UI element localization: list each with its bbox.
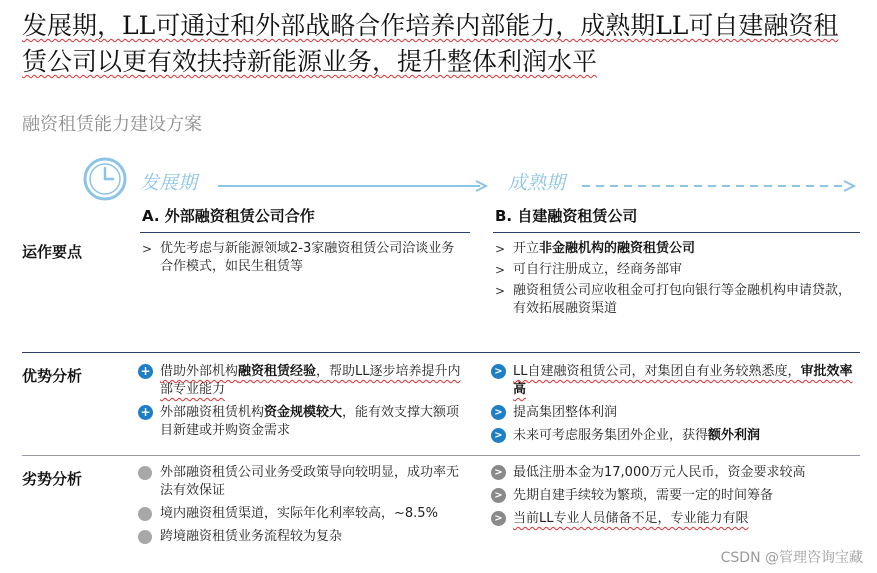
row-label-advantages: 优势分析: [22, 367, 83, 385]
row-divider: [22, 352, 860, 353]
phase-development-label: 发展期: [140, 172, 198, 194]
page-title: 发展期，LL可通过和外部战略合作培养内部能力，成熟期LL可自建融资租赁公司以更有效扶持新能源业务，提升整体利润水平: [22, 11, 839, 76]
list-item: > 未来可考虑服务集团外企业，获得额外利润: [495, 427, 857, 445]
arrow-right-icon: >: [491, 405, 506, 420]
arrow-right-icon: >: [491, 428, 506, 443]
row-label-operations: 运作要点: [22, 243, 83, 261]
list-item: + 借助外部机构融资租赁经验，帮助LL逐步培养提升内部专业能力: [142, 363, 467, 399]
list-item: 跨境融资租赁业务流程较为复杂: [142, 528, 467, 546]
list-item: > 融资租赁公司应收租金可打包向银行等金融机构申请贷款，有效拓展融资渠道: [495, 283, 852, 316]
phase-mature-label: 成熟期: [508, 172, 566, 194]
chevron-right-icon: >: [495, 242, 506, 256]
ops-b-list: [495, 240, 857, 323]
list-item: > 开立非金融机构的融资租赁公司: [495, 241, 696, 256]
dis-b-list: [495, 464, 857, 533]
page-subtitle: 融资租赁能力建设方案: [22, 114, 202, 135]
chevron-right-icon: >: [142, 242, 153, 256]
arrow-right-icon: >: [491, 511, 506, 526]
list-item: > 最低注册本金为17,000万元人民币，资金要求较高: [495, 464, 857, 482]
plus-icon: +: [138, 364, 153, 379]
grey-dot-icon: [138, 530, 152, 544]
adv-b-list: [495, 363, 857, 450]
clock-icon: [82, 156, 128, 202]
arrow-right-icon: >: [491, 488, 506, 503]
chevron-right-icon: >: [495, 263, 506, 277]
row-divider: [22, 455, 860, 456]
column-b-underline: [493, 232, 860, 233]
list-item: + 外部融资租赁机构资金规模较大，能有效支撑大额项目新建或并购资金需求: [142, 404, 467, 440]
column-b-title: B. 自建融资租赁公司: [495, 207, 638, 225]
row-label-disadvantages: 劣势分析: [22, 470, 83, 488]
list-item: > 当前LL专业人员储备不足，专业能力有限: [495, 510, 857, 528]
watermark: CSDN @管理咨询宝藏: [720, 550, 863, 566]
column-a-underline: [140, 232, 470, 233]
chevron-right-icon: >: [495, 284, 506, 298]
grey-dot-icon: [138, 507, 152, 521]
arrow-right-icon: >: [491, 465, 506, 480]
list-item: 外部融资租赁公司业务受政策导向较明显，成功率无法有效保证: [142, 464, 467, 500]
arrow-right-icon: >: [491, 364, 506, 379]
adv-a-list: [142, 363, 467, 445]
dis-a-list: [142, 464, 467, 551]
column-a-title: A. 外部融资租赁公司合作: [142, 207, 315, 225]
list-item: > LL自建融资租赁公司，对集团自有业务较熟悉度，审批效率高: [495, 363, 857, 399]
timeline-arrow-dashed: [582, 180, 858, 192]
ops-a-list: [142, 240, 467, 281]
plus-icon: +: [138, 405, 153, 420]
list-item: > 优先考虑与新能源领域2-3家融资租赁公司洽谈业务合作模式，如民生租赁等: [142, 241, 455, 274]
list-item: > 先期自建手续较为繁琐，需要一定的时间筹备: [495, 487, 857, 505]
list-item: 境内融资租赁渠道，实际年化利率较高，~8.5%: [142, 505, 467, 523]
list-item: > 可自行注册成立，经商务部审: [495, 262, 683, 277]
list-item: > 提高集团整体利润: [495, 404, 857, 422]
timeline-arrow-solid: [218, 180, 490, 192]
grey-dot-icon: [138, 466, 152, 480]
